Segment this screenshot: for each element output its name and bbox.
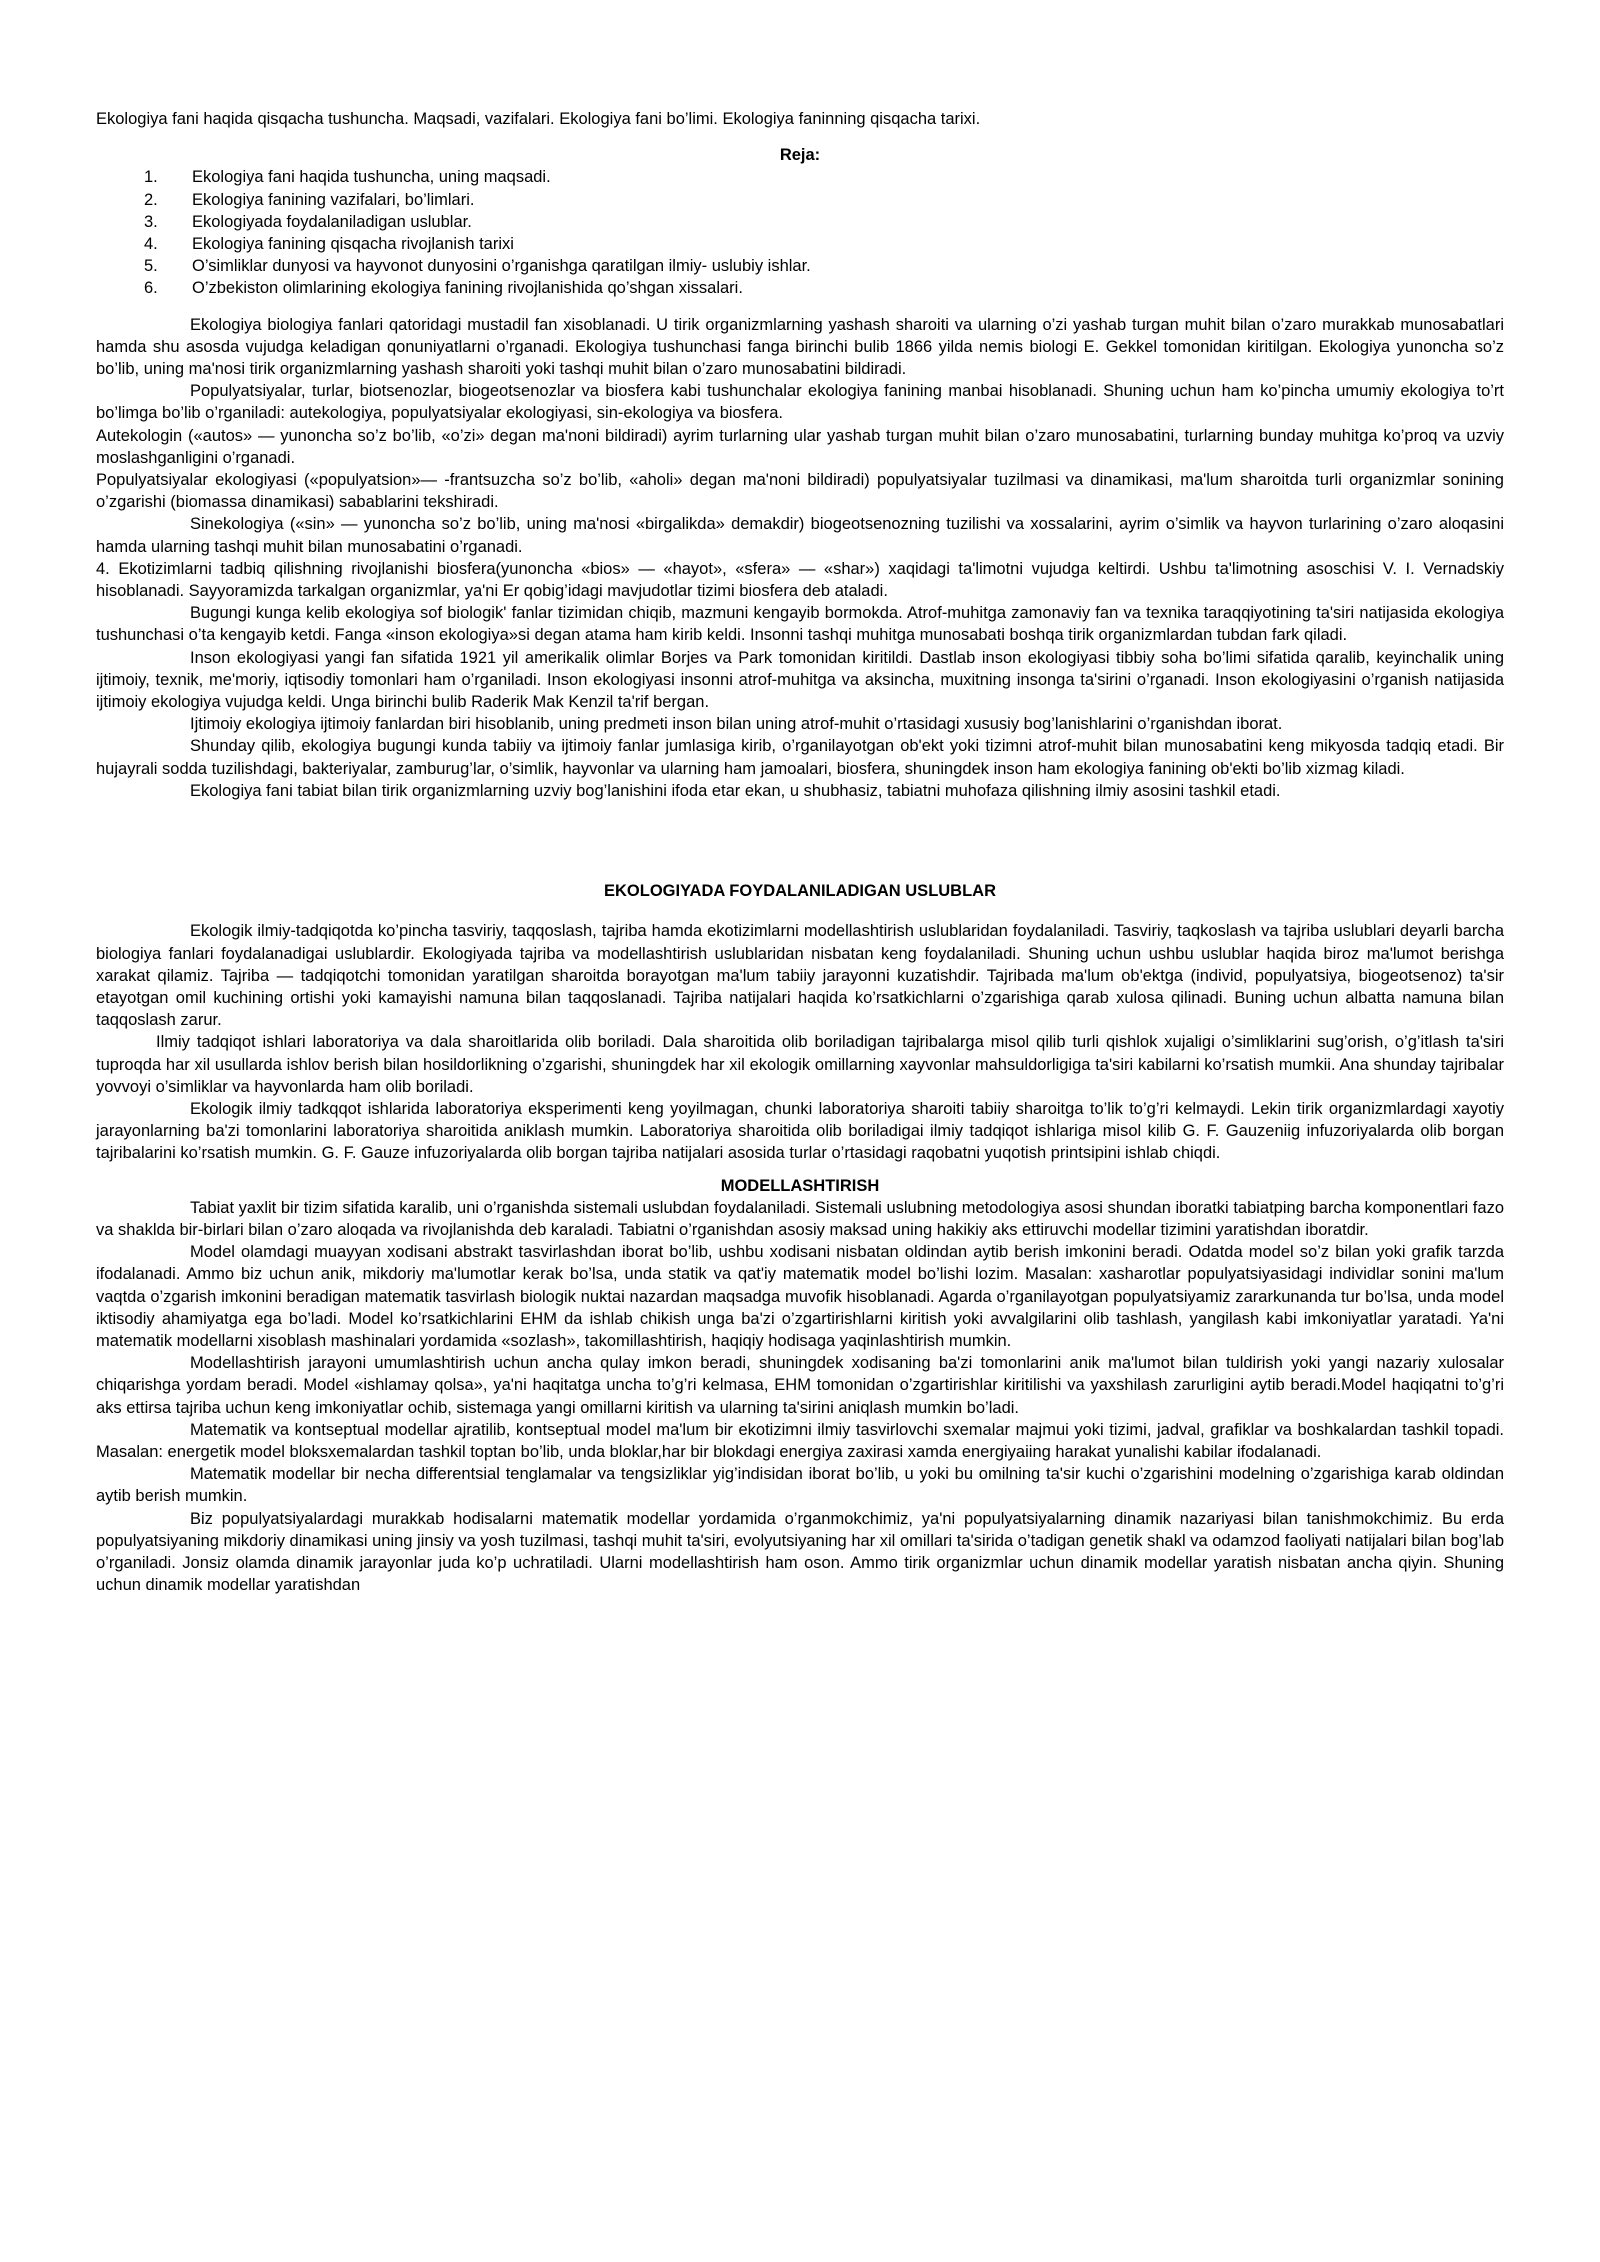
body-paragraph: Autekologin («autos» — yunoncha so’z bo’lib, «o’zi» degan ma'noni bildiradi) ayrim turlarning ular yashab turgan muhit bilan o’zaro munosabatini, turlarning bunday muhitga ko’proq va uzviy moslashganligini o’rganadi. <box>96 426 1504 467</box>
plan-item <box>96 277 1504 299</box>
plan-item-number: 1. <box>144 168 158 187</box>
body-paragraph: Ilmiy tadqiqot ishlari laboratoriya va dala sharoitlarida olib boriladi. Dala sharoitida olib boriladigan tajribalarga misol qilib turli qishlok xujaligi o’simliklarini sug’orish, o’g’itlash ta'siri tuproqda har xil usullarda ishlov berish bilan hosildorlikning o’zgarishi, shuningdek har xil ekologik omillarning xayvonlar mahsuldorligiga ta'siri kabilarni ko’rsatish mumkii. Ana shunday tajribalar yovvoyi o’simliklar va hayvonlarda ham olib boriladi. <box>96 1033 1504 1096</box>
body-paragraph: Ekologiya fani tabiat bilan tirik organizmlarning uzviy bog’lanishini ifoda etar ekan, u shubhasiz, tabiatni muhofaza qilishning ilmiy asosini tashkil etadi. <box>190 781 1281 800</box>
body-paragraph: Sinekologiya («sin» — yunoncha so’z bo’lib, uning ma'nosi «birgalikda» demakdir) biogeotsenozning tuzilishi va xossalarini, ayrim o’simlik va hayvon turlarining o’zaro aloqasini hamda ularning tashqi muhit bilan munosabatini o’rganadi. <box>96 515 1504 556</box>
plan-item-number: 5. <box>144 257 158 276</box>
body-paragraph: Ekologiya biologiya fanlari qatoridagi mustadil fan xisoblanadi. U tirik organizmlarning yashash sharoiti va ularning o’zi yashab turgan muhit bilan o’zaro murakkab munosabatlari hamda shu asosda vujudga keladigan qonuniyatlarni o’rganadi. Ekologiya tushunchasi fanga birinchi bulib 1866 yilda nemis biologi E. Gekkel tomonidan kiritilgan. Ekologiya yunoncha so’z bo’lib, uning ma'nosi tirik organizmlarning yashash sharoiti yoki tashqi muhit bilan o’zaro munosabatini bildiradi. <box>96 315 1504 379</box>
section-heading: MODELLASHTIRISH <box>720 1176 880 1195</box>
body-paragraph: Populyatsiyalar ekologiyasi («populyatsion»— -frantsuzcha so’z bo’lib, «aholi» degan ma'noni bildiradi) populyatsiyalar tuzilmasi va dinamikasi, ma'lum sharoitda turli organizmlar sonining o’zgarishi (biomassa dinamikasi) sabablarini tekshiradi. <box>96 471 1504 512</box>
body-paragraph: Inson ekologiyasi yangi fan sifatida 1921 yil amerikalik olimlar Borjes va Park tomonidan kiritildi. Dastlab inson ekologiyasi tibbiy soha bo’limi sifatida qaralib, keyinchalik uning ijtimoiy, texnik, me'moriy, iqtisodiy tomonlari ham o’rganiladi. Inson ekologiyasi insonni atrof-muhitga va aksincha, muxitning insonga ta'sirini o’rganadi. Inson ekologiyasini o’rganish natijasida ijtimoiy ekologiya vujudga keldi. Unga birinchi bulib Raderik Mak Kenzil ta'rif bergan. <box>96 648 1504 712</box>
plan-item <box>96 255 1504 277</box>
body-paragraph: Ijtimoiy ekologiya ijtimoiy fanlardan biri hisoblanib, uning predmeti inson bilan uning atrof-muhit o’rtasidagi xususiy bog’lanishlarini o’rganishdan iborat. <box>190 715 1283 734</box>
body-paragraph: Ekologik ilmiy-tadqiqotda ko’pincha tasviriy, taqqoslash, tajriba hamda ekotizimlarni modellashtirish uslublaridan foydalaniladi. Tasviriy, taqkoslash va tajriba uslublari deyarli barcha biologiya fanlari foydalanadigai uslublardir. Ekologiyada tajriba va modellashtirish uslublaridan nisbatan keng foydalaniladi. Shuning uchun ushbu uslublar haqida biroz ma'lumot berishga xarakat qilamiz. Tajriba — tadqiqotchi tomonidan yaratilgan sharoitda borayotgan ma'lum tabiiy jarayonni kuzatishdir. Tajribada ma'lum ob'ektga (individ, populyatsiya, biogeotsenoz) ta'sir etayotgan omil kuchining ortishi yoki kamayishi namuna bilan taqqoslanadi. Tajriba natijalari haqida ko’rsatkichlarni o’zgarishiga qarab xulosa qilinadi. Buning uchun albatta namuna bilan taqqoslash zarur. <box>96 922 1504 1030</box>
section-heading: EKOLOGIYADA FOYDALANILADIGAN USLUBLAR <box>603 882 997 901</box>
body-paragraph: Bugungi kunga kelib ekologiya sof biologik' fanlar tizimidan chiqib, mazmuni kengayib bormokda. Atrof-muhitga zamonaviy fan va texnika taraqqiyotining ta'siri natijasida ekologiya tushunchasi o’ta kengayib ketdi. Fanga «inson ekologiya»si degan atama ham kirib keldi. Insonni tashqi muhitga munosabati boshqa tirik organizmlardan tubdan fark qiladi. <box>96 604 1504 645</box>
plan-item-text: Ekologiyada foydalaniladigan uslublar. <box>192 212 472 231</box>
plan-item <box>96 211 1504 233</box>
document-topic-line: Ekologiya fani haqida qisqacha tushuncha. Maqsadi, vazifalari. Ekologiya fani bo’limi. Ekologiya faninning qisqacha tarixi. <box>96 110 981 128</box>
body-paragraph: Ekologik ilmiy tadkqqot ishlarida laboratoriya eksperimenti keng yoyilmagan, chunki laboratoriya sharoiti tabiiy sharoitga to’lik to’g’ri kelmaydi. Lekin tirik organizmlardagi xayotiy jarayonlarning ba'zi tomonlarini laboratoriya sharoitida aniklash mumkin. Laboratoriya sharoitida olib boriladigai ilmiy tadqiqot ishlariga misol kilib G. F. Gauzeniig infuzoriyalarda olib borgan tajribalarini ko’rsatish mumkin. G. F. Gauze infuzoriyalarda olib borgan tajriba natijalari asosida turlar o’rtasidagi raqobatni yuqotish printsipini ishlab chiqdi. <box>96 1099 1504 1163</box>
plan-item-number: 3. <box>144 212 158 231</box>
plan-title: Reja: <box>779 146 821 165</box>
plan-item-number: 6. <box>144 279 158 298</box>
body-paragraph: Model olamdagi muayyan xodisani abstrakt tasvirlashdan iborat bo’lib, ushbu xodisani nisbatan oldindan aytib berish imkonini beradi. Odatda model so’z bilan yoki grafik tarzda ifodalanadi. Ammo biz uchun anik, mikdoriy ma'lumotlar kerak bo’lsa, unda statik va qat'iy matematik model bo’lishi lozim. Masalan: xasharotlar populyatsiyasidagi individlar sonini ma'lum vaqtda o’zgarish imkonini beradigan matematik tasvirlash biologik nuktai nazardan maqsadga muvofik hisoblanadi. Agarda o’rganilayotgan populyatsiyamiz zararkunanda tur bo’lsa, unda model iktisodiy ahamiyatga ega bo’ladi. Model ko’rsatkichlarini EHM da ishlab chikish unga ba'zi o’zgartirishlarni kiritish yoki avvalgilarini olib tashlash, yangilash kabi imkoniyatlar yaratadi. Ya'ni matematik modellarni xisoblash mashinalari yordamida «sozlash», takomillashtirish, haqiqiy hodisaga yaqinlashtirish mumkin. <box>96 1243 1504 1350</box>
plan-item-number: 2. <box>144 190 158 209</box>
body-paragraph: Tabiat yaxlit bir tizim sifatida karalib, uni o’rganishda sistemali uslubdan foydalaniladi. Sistemali uslubning metodologiya asosi shundan iboratki tabiatping barcha komponentlari fazo va shaklda bir-birlari bilan o’zaro aloqada va rivojlanishda deb karaladi. Tabiatni o’rganishdan asosiy maksad uning hakikiy aks ettiruvchi modellar tizimini yaratishdan iboratdir. <box>96 1198 1504 1239</box>
body-paragraph: 4. Ekotizimlarni tadbiq qilishning rivojlanishi biosfera(yunoncha «bios» — «hayot», «sfera» — «shar») xaqidagi ta'limotni vujudga keltirdi. Ushbu ta'limotning asoschisi V. I. Vernadskiy hisoblanadi. Sayyoramizda tarkalgan organizmlar, ya'ni Er qobig’idagi mavjudotlar tizimi biosfera deb ataladi. <box>96 559 1504 601</box>
plan-item <box>96 189 1504 211</box>
body-paragraph: Biz populyatsiyalardagi murakkab hodisalarni matematik modellar yordamida o’rganmokchimiz, ya'ni populyatsiyalarning dinamik nazariyasi bilan tanishmokchimiz. Bu erda populyatsiyaning mikdoriy dinamikasi uning jinsiy va yosh tuzilmasi, tashqi muhit ta'siri, evolyutsiyaning har xil omillari ta'sirida o’tadigan genetik shakl va odamzod faoliyati natijalari bilan bog’lab o’rganiladi. Jonsiz olamda dinamik jarayonlar juda ko’p uchratiladi. Ularni modellashtirish ham oson. Ammo tirik organizmlar uchun dinamik modellar yaratish nisbatan ancha qiyin. Shuning uchun dinamik modellar yaratishdan <box>96 1509 1504 1595</box>
body-paragraph: Modellashtirish jarayoni umumlashtirish uchun ancha qulay imkon beradi, shuningdek xodisaning ba'zi tomonlarini anik ma'lumot bilan tuldirish yoki yangi nazariy xulosalar chiqarishga yordam beradi. Model «ishlamay qolsa», ya'ni haqitatga uncha to’g’ri kelmasa, EHM tomonidan o’zgartirishlar kiritilishi va yaxshilash zarurligini aytib beradi.Model haqiqatni to’g’ri aks ettirsa tajriba uchun keng imkoniyatlar ochib, sistemaga yangi omillarni kiritish va ularning ta'sirini aniqlash mumkin bo’ladi. <box>96 1354 1504 1417</box>
plan-item <box>96 233 1504 255</box>
document-page <box>96 108 1504 1596</box>
plan-item-text: Ekologiya fanining qisqacha rivojlanish tarixi <box>192 235 514 254</box>
plan-item-text: O’zbekiston olimlarining ekologiya fanining rivojlanishida qo’shgan xissalari. <box>192 279 743 298</box>
body-paragraph: Matematik modellar bir necha differentsial tenglamalar va tengsizliklar yig’indisidan iborat bo’lib, u yoki bu omilning ta'sir kuchi o’zgarishini modelning o’zgarishiga karab oldindan aytib berish mumkin. <box>96 1465 1504 1506</box>
plan-item-text: Ekologiya fani haqida tushuncha, uning maqsadi. <box>192 168 551 187</box>
plan-list <box>96 166 1504 299</box>
plan-item-number: 4. <box>144 235 158 254</box>
body-paragraph: Shunday qilib, ekologiya bugungi kunda tabiiy va ijtimoiy fanlar jumlasiga kirib, o’rganilayotgan ob'ekt yoki tizimni atrof-muhit bilan munosabatini keng mikyosda tadqiq etadi. Bir hujayrali sodda tuzilishdagi, bakteriyalar, zamburug’lar, o’simlik, hayvonlar va ularning ham jamoalari, biosfera, shuningdek inson ham ekologiya fanining ob'ekti bo’lib xizmag kiladi. <box>96 737 1504 778</box>
plan-item-text: Ekologiya fanining vazifalari, bo’limlari. <box>192 190 475 209</box>
plan-item-text: O’simliklar dunyosi va hayvonot dunyosini o’rganishga qaratilgan ilmiy- uslubiy ishlar. <box>192 257 811 276</box>
body-paragraph: Populyatsiyalar, turlar, biotsenozlar, biogeotsenozlar va biosfera kabi tushunchalar ekologiya fanining manbai hisoblanadi. Shuning uchun ham ko’pincha umumiy ekologiya to’rt bo’limga bo’lib o’rganiladi: autekologiya, populyatsiyalar ekologiyasi, sin-ekologiya va biosfera. <box>96 382 1504 423</box>
body-paragraph: Matematik va kontseptual modellar ajratilib, kontseptual model ma'lum bir ekotizimni ilmiy tasvirlovchi sxemalar majmui yoki tizimi, jadval, grafiklar va boshkalardan tashkil topadi. Masalan: energetik model bloksxemalardan tashkil toptan bo’lib, unda bloklar,har bir blokdagi energiya zaxirasi xamda energiyaiing harakat yunalishi kabilar ifodalanadi. <box>96 1420 1504 1461</box>
plan-item <box>96 166 1504 188</box>
